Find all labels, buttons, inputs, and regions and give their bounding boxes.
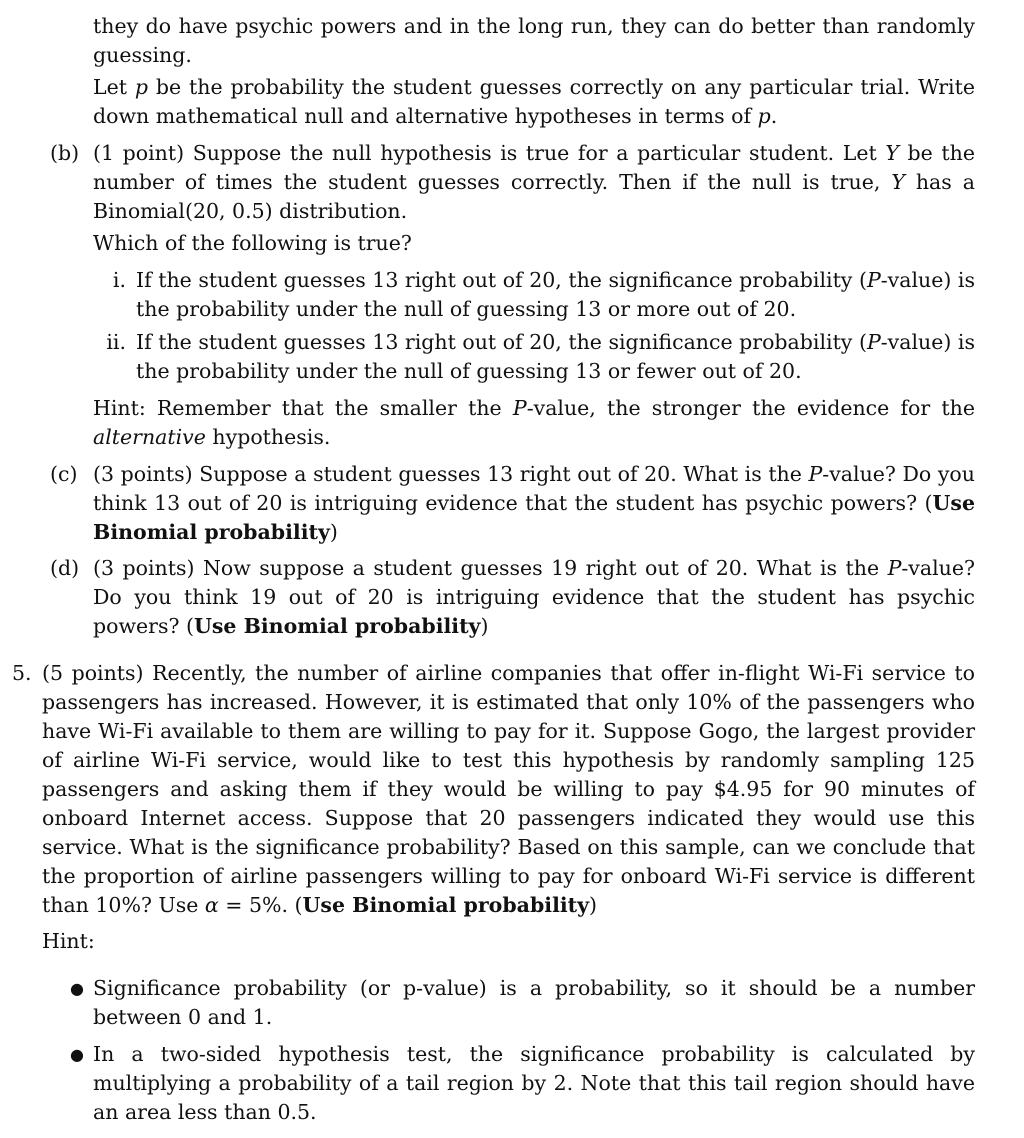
part-b-label: (b) [50,141,80,165]
part-d-text [93,554,975,641]
text-span: (1 point) Suppose the null hypothesis is true for a particular student. Let [93,141,877,165]
text-span: be the number of times the student guesses correctly. Then if the null is true, [93,141,975,194]
var-P: P [866,268,881,292]
text-span: Hint: Remember that the smaller the [93,396,502,420]
option-ii-text [136,328,975,386]
part-a-instruction [93,73,975,131]
part-d [93,554,975,641]
text-span: -value) is the probability under the null of guessing 13 or more out of 20. [136,268,975,321]
hint-bullet-2 [93,1040,975,1127]
text-span: (3 points) Suppose a student guesses 13 right out of 20. What is the [93,462,802,486]
bold-instruction: Use Binomial probability [302,893,590,917]
var-P: P [887,556,902,580]
hint-bullet-1 [93,974,975,1032]
text-span: (5 points) Recently, the number of airline companies that offer in-flight Wi-Fi service to passengers has increased. However, it is estimated that only 10% of the passengers who have Wi-Fi available to them are willing to pay for it. Suppose Gogo, the largest provider of airline Wi-Fi service, would like to test this hypothesis by randomly sampling 125 passengers and asking them if they would be willing to pay $4.95 for 90 minutes of onboard Internet access. Suppose that 20 passengers indicated they would use this service. What is the significance probability? Based on this sample, can we conclude that the proportion of airline passengers willing to pay for onboard Wi-Fi service is different than 10%? Use [42,661,975,917]
var-y: Y [885,141,899,165]
part-a-continuation [93,12,975,70]
part-c [93,460,975,547]
text-span: If the student guesses 13 right out of 20, the significance probability ( [136,330,867,354]
text-span: has a Binomial(20, 0.5) distribution. [93,170,975,223]
var-p: p [757,104,771,128]
part-a-text: they do have psychic powers and in the long run, they can do better than randomly guessing. [93,14,975,67]
text-span: ) [329,520,338,544]
question-text: Which of the following is true? [93,231,412,255]
bold-instruction: Use Binomial probability [193,614,481,638]
text-span: -value) is the probability under the null of guessing 13 or fewer out of 20. [136,330,975,383]
part-b-text [93,139,975,226]
part-b-statement [93,139,975,226]
alpha-symbol: α [204,893,219,917]
text-span: -value? Do you think 19 out of 20 is intriguing evidence that the student has psychic powers? ( [93,556,975,638]
emphasis-alternative: alternative [93,425,206,449]
bullet-text: In a two-sided hypothesis test, the significance probability is calculated by multiplying a probability of a tail region by 2. Note that this tail region should have an area less than 0.5. [93,1042,975,1124]
part-c-text [93,460,975,547]
text-span: be the probability the student guesses correctly on any particular trial. Write down mathematical null and alternative hypotheses in terms of [93,75,975,128]
part-a-hypotheses [93,73,975,131]
text-span: -value, the stronger the evidence for the [526,396,975,420]
text-span: = 5%. ( [225,893,303,917]
problem-5-hint-label: Hint: [42,929,95,953]
var-P: P [808,462,823,486]
option-ii [136,328,975,386]
part-b-hint [93,394,975,452]
option-i-label: i. [112,268,126,292]
text-span: If the student guesses 13 right out of 20, the significance probability ( [136,268,867,292]
text-span: ) [589,893,598,917]
text-span: hypothesis. [212,425,331,449]
text-span: (3 points) Now suppose a student guesses 19 right out of 20. What is the [93,556,880,580]
part-d-label: (d) [50,556,80,580]
option-i [136,266,975,324]
var-y: Y [891,170,905,194]
bullet-icon: ● [70,1045,84,1064]
problem-5-label: 5. [12,661,32,685]
part-b-question [93,229,975,258]
problem-5-text [42,659,975,920]
var-P: P [512,396,527,420]
bullet-icon: ● [70,979,84,998]
part-b-hint-text [93,394,975,452]
text-span: . [770,104,778,128]
bold-instruction: Use Binomial probability [93,491,975,544]
text-span: -value? Do you think 13 out of 20 is intriguing evidence that the student has psychic powers? ( [93,462,975,515]
var-p: p [134,75,148,99]
text-span: ) [480,614,489,638]
var-P: P [866,330,881,354]
text-span: Let [93,75,127,99]
option-ii-label: ii. [106,330,126,354]
problem-5 [42,659,975,920]
bullet-text: Significance probability (or p-value) is a probability, so it should be a number between 0 and 1. [93,976,975,1029]
option-i-text [136,266,975,324]
part-c-label: (c) [50,462,78,486]
